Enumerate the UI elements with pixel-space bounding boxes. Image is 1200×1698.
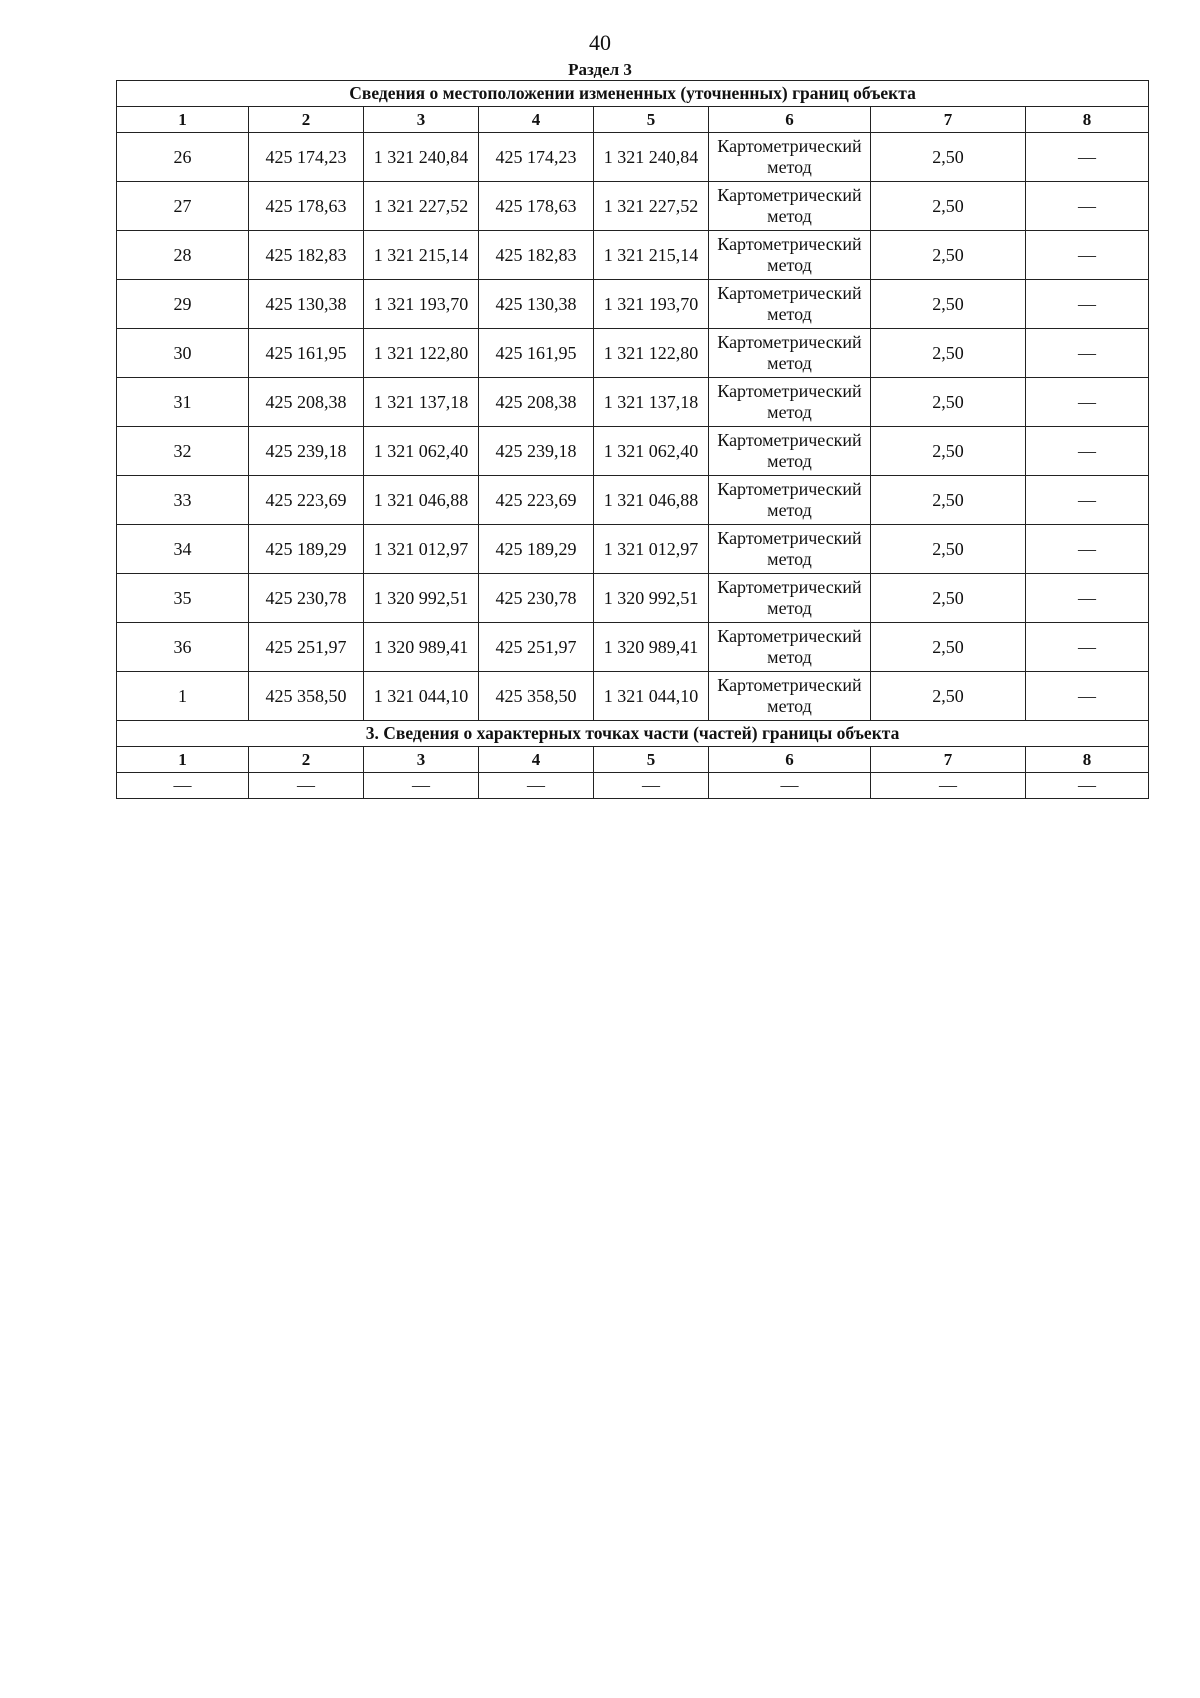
point-number-cell: 28 [117,231,249,280]
y-old-cell: 1 321 046,88 [364,476,479,525]
dash-cell: — [1026,773,1149,799]
y-new-cell: 1 321 215,14 [594,231,709,280]
y-old-cell: 1 321 137,18 [364,378,479,427]
method-cell: Картометрический метод [709,182,871,231]
x-new-cell: 425 189,29 [479,525,594,574]
table-row [117,231,1149,280]
point-number-cell: 33 [117,476,249,525]
y-new-cell: 1 321 137,18 [594,378,709,427]
accuracy-cell: 2,50 [871,476,1026,525]
accuracy-cell: 2,50 [871,623,1026,672]
y-new-cell: 1 321 062,40 [594,427,709,476]
note-cell: — [1026,378,1149,427]
dash-cell: — [117,773,249,799]
y-old-cell: 1 321 240,84 [364,133,479,182]
y-old-cell: 1 321 044,10 [364,672,479,721]
x-old-cell: 425 189,29 [249,525,364,574]
y-new-cell: 1 320 989,41 [594,623,709,672]
point-number-cell: 35 [117,574,249,623]
note-cell: — [1026,280,1149,329]
table-row [117,182,1149,231]
point-number-cell: 29 [117,280,249,329]
column-number: 5 [594,107,709,133]
point-number-cell: 34 [117,525,249,574]
y-old-cell: 1 320 992,51 [364,574,479,623]
x-old-cell: 425 358,50 [249,672,364,721]
x-new-cell: 425 251,97 [479,623,594,672]
table-row [117,133,1149,182]
column-number-row [117,747,1149,773]
column-number: 2 [249,107,364,133]
x-new-cell: 425 161,95 [479,329,594,378]
table-row [117,427,1149,476]
dash-cell: — [871,773,1026,799]
x-new-cell: 425 230,78 [479,574,594,623]
table-row [117,574,1149,623]
table-row [117,672,1149,721]
x-new-cell: 425 182,83 [479,231,594,280]
method-cell: Картометрический метод [709,427,871,476]
point-number-cell: 36 [117,623,249,672]
column-number: 4 [479,747,594,773]
column-number: 3 [364,107,479,133]
method-cell: Картометрический метод [709,672,871,721]
page-number: 40 [589,30,611,55]
y-old-cell: 1 321 062,40 [364,427,479,476]
dash-cell: — [709,773,871,799]
empty-row [117,773,1149,799]
dash-cell: — [249,773,364,799]
table-row [117,378,1149,427]
x-old-cell: 425 161,95 [249,329,364,378]
y-old-cell: 1 320 989,41 [364,623,479,672]
point-number-cell: 31 [117,378,249,427]
accuracy-cell: 2,50 [871,672,1026,721]
y-new-cell: 1 321 240,84 [594,133,709,182]
note-cell: — [1026,623,1149,672]
table-row [117,329,1149,378]
method-cell: Картометрический метод [709,525,871,574]
y-old-cell: 1 321 193,70 [364,280,479,329]
method-cell: Картометрический метод [709,378,871,427]
x-old-cell: 425 178,63 [249,182,364,231]
note-cell: — [1026,672,1149,721]
x-old-cell: 425 230,78 [249,574,364,623]
boundary-table [116,80,1149,799]
y-new-cell: 1 321 193,70 [594,280,709,329]
x-old-cell: 425 239,18 [249,427,364,476]
x-old-cell: 425 208,38 [249,378,364,427]
x-old-cell: 425 251,97 [249,623,364,672]
accuracy-cell: 2,50 [871,378,1026,427]
point-number-cell: 26 [117,133,249,182]
note-cell: — [1026,329,1149,378]
method-cell: Картометрический метод [709,280,871,329]
column-number: 7 [871,747,1026,773]
accuracy-cell: 2,50 [871,427,1026,476]
column-number: 3 [364,747,479,773]
method-cell: Картометрический метод [709,574,871,623]
column-number: 1 [117,107,249,133]
y-old-cell: 1 321 012,97 [364,525,479,574]
x-old-cell: 425 130,38 [249,280,364,329]
note-cell: — [1026,574,1149,623]
x-new-cell: 425 178,63 [479,182,594,231]
method-cell: Картометрический метод [709,329,871,378]
accuracy-cell: 2,50 [871,133,1026,182]
column-number-row [117,107,1149,133]
table-row [117,623,1149,672]
method-cell: Картометрический метод [709,623,871,672]
column-number: 6 [709,747,871,773]
column-number: 5 [594,747,709,773]
point-number-cell: 27 [117,182,249,231]
column-number: 7 [871,107,1026,133]
column-number: 8 [1026,747,1149,773]
x-old-cell: 425 223,69 [249,476,364,525]
accuracy-cell: 2,50 [871,525,1026,574]
x-new-cell: 425 239,18 [479,427,594,476]
method-cell: Картометрический метод [709,133,871,182]
accuracy-cell: 2,50 [871,182,1026,231]
point-number-cell: 30 [117,329,249,378]
y-old-cell: 1 321 215,14 [364,231,479,280]
dash-cell: — [479,773,594,799]
note-cell: — [1026,133,1149,182]
accuracy-cell: 2,50 [871,329,1026,378]
x-new-cell: 425 130,38 [479,280,594,329]
method-cell: Картометрический метод [709,231,871,280]
note-cell: — [1026,476,1149,525]
x-old-cell: 425 182,83 [249,231,364,280]
accuracy-cell: 2,50 [871,574,1026,623]
y-old-cell: 1 321 227,52 [364,182,479,231]
section-heading: Раздел 3 [568,60,632,79]
subsection-caption: 3. Сведения о характерных точках части (частей) границы объекта [117,721,1149,747]
column-number: 2 [249,747,364,773]
note-cell: — [1026,231,1149,280]
y-new-cell: 1 321 012,97 [594,525,709,574]
x-new-cell: 425 174,23 [479,133,594,182]
accuracy-cell: 2,50 [871,280,1026,329]
column-number: 1 [117,747,249,773]
note-cell: — [1026,182,1149,231]
y-new-cell: 1 321 044,10 [594,672,709,721]
dash-cell: — [364,773,479,799]
table-row [117,525,1149,574]
y-new-cell: 1 320 992,51 [594,574,709,623]
table-row [117,476,1149,525]
point-number-cell: 1 [117,672,249,721]
accuracy-cell: 2,50 [871,231,1026,280]
note-cell: — [1026,525,1149,574]
method-cell: Картометрический метод [709,476,871,525]
y-old-cell: 1 321 122,80 [364,329,479,378]
y-new-cell: 1 321 046,88 [594,476,709,525]
dash-cell: — [594,773,709,799]
column-number: 4 [479,107,594,133]
y-new-cell: 1 321 227,52 [594,182,709,231]
point-number-cell: 32 [117,427,249,476]
x-new-cell: 425 223,69 [479,476,594,525]
column-number: 6 [709,107,871,133]
column-number: 8 [1026,107,1149,133]
table-row [117,280,1149,329]
y-new-cell: 1 321 122,80 [594,329,709,378]
note-cell: — [1026,427,1149,476]
table-caption: Сведения о местоположении измененных (уточненных) границ объекта [117,81,1149,107]
x-new-cell: 425 358,50 [479,672,594,721]
x-old-cell: 425 174,23 [249,133,364,182]
x-new-cell: 425 208,38 [479,378,594,427]
